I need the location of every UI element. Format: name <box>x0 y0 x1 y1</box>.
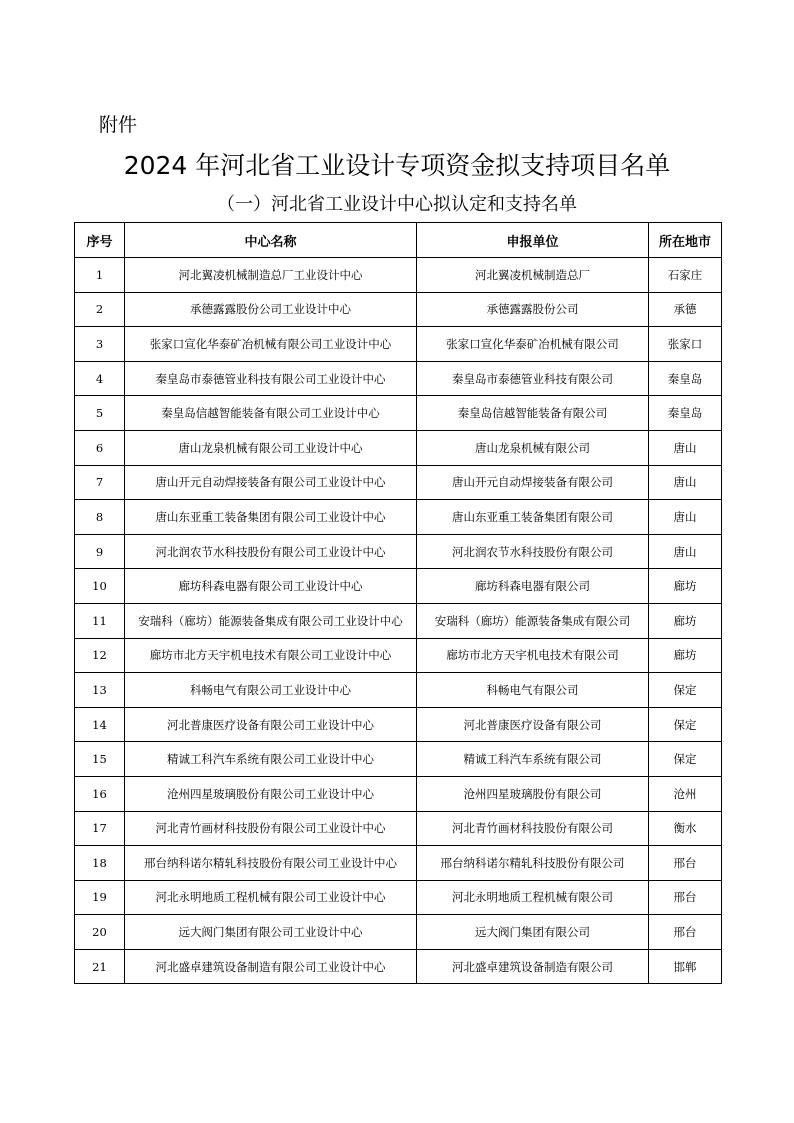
cell-index: 5 <box>75 396 125 431</box>
header-center-name: 中心名称 <box>125 223 417 258</box>
table-row <box>75 430 722 465</box>
cell-city: 石家庄 <box>649 258 722 293</box>
cell-center-name: 河北普康医疗设备有限公司工业设计中心 <box>125 707 417 742</box>
cell-index: 7 <box>75 465 125 500</box>
cell-index: 3 <box>75 327 125 362</box>
cell-applicant: 唐山东亚重工装备集团有限公司 <box>417 500 649 535</box>
cell-index: 12 <box>75 638 125 673</box>
cell-center-name: 沧州四星玻璃股份有限公司工业设计中心 <box>125 776 417 811</box>
cell-center-name: 唐山龙泉机械有限公司工业设计中心 <box>125 430 417 465</box>
cell-center-name: 唐山开元自动焊接装备有限公司工业设计中心 <box>125 465 417 500</box>
cell-center-name: 远大阀门集团有限公司工业设计中心 <box>125 915 417 950</box>
cell-city: 廊坊 <box>649 603 722 638</box>
table-row <box>75 811 722 846</box>
cell-city: 邯郸 <box>649 949 722 984</box>
table-row <box>75 361 722 396</box>
cell-applicant: 唐山龙泉机械有限公司 <box>417 430 649 465</box>
cell-index: 18 <box>75 846 125 881</box>
cell-index: 20 <box>75 915 125 950</box>
cell-city: 保定 <box>649 673 722 708</box>
cell-city: 沧州 <box>649 776 722 811</box>
cell-city: 邢台 <box>649 880 722 915</box>
cell-center-name: 河北青竹画材科技股份有限公司工业设计中心 <box>125 811 417 846</box>
cell-index: 10 <box>75 569 125 604</box>
table-row <box>75 742 722 777</box>
table-row <box>75 776 722 811</box>
table-row <box>75 673 722 708</box>
table-row <box>75 569 722 604</box>
cell-applicant: 承德露露股份公司 <box>417 292 649 327</box>
cell-index: 16 <box>75 776 125 811</box>
header-index: 序号 <box>75 223 125 258</box>
cell-city: 保定 <box>649 707 722 742</box>
table-row <box>75 396 722 431</box>
project-list-table <box>74 222 722 984</box>
cell-center-name: 科畅电气有限公司工业设计中心 <box>125 673 417 708</box>
table-header-row <box>75 223 722 258</box>
cell-applicant: 河北永明地质工程机械有限公司 <box>417 880 649 915</box>
cell-city: 唐山 <box>649 534 722 569</box>
cell-city: 邢台 <box>649 846 722 881</box>
table-row <box>75 846 722 881</box>
cell-applicant: 远大阀门集团有限公司 <box>417 915 649 950</box>
table-row <box>75 500 722 535</box>
cell-center-name: 秦皇岛市泰德管业科技有限公司工业设计中心 <box>125 361 417 396</box>
cell-center-name: 唐山东亚重工装备集团有限公司工业设计中心 <box>125 500 417 535</box>
cell-city: 邢台 <box>649 915 722 950</box>
cell-center-name: 廊坊科森电器有限公司工业设计中心 <box>125 569 417 604</box>
cell-applicant: 河北盛卓建筑设备制造有限公司 <box>417 949 649 984</box>
cell-index: 14 <box>75 707 125 742</box>
cell-applicant: 河北翼凌机械制造总厂 <box>417 258 649 293</box>
cell-city: 廊坊 <box>649 569 722 604</box>
cell-applicant: 河北普康医疗设备有限公司 <box>417 707 649 742</box>
cell-center-name: 秦皇岛信越智能装备有限公司工业设计中心 <box>125 396 417 431</box>
section-subtitle: （一）河北省工业设计中心拟认定和支持名单 <box>217 194 577 215</box>
cell-center-name: 承德露露股份公司工业设计中心 <box>125 292 417 327</box>
cell-applicant: 河北青竹画材科技股份有限公司 <box>417 811 649 846</box>
cell-index: 2 <box>75 292 125 327</box>
cell-applicant: 廊坊科森电器有限公司 <box>417 569 649 604</box>
table-row <box>75 603 722 638</box>
cell-applicant: 安瑞科（廊坊）能源装备集成有限公司 <box>417 603 649 638</box>
table-row <box>75 258 722 293</box>
attachment-label: 附件 <box>99 114 138 136</box>
cell-center-name: 张家口宣化华泰矿冶机械有限公司工业设计中心 <box>125 327 417 362</box>
cell-applicant: 张家口宣化华泰矿冶机械有限公司 <box>417 327 649 362</box>
cell-index: 1 <box>75 258 125 293</box>
cell-center-name: 廊坊市北方天宇机电技术有限公司工业设计中心 <box>125 638 417 673</box>
table-row <box>75 465 722 500</box>
cell-index: 15 <box>75 742 125 777</box>
table-row <box>75 534 722 569</box>
cell-applicant: 廊坊市北方天宇机电技术有限公司 <box>417 638 649 673</box>
cell-applicant: 沧州四星玻璃股份有限公司 <box>417 776 649 811</box>
cell-index: 4 <box>75 361 125 396</box>
cell-city: 唐山 <box>649 500 722 535</box>
cell-city: 唐山 <box>649 465 722 500</box>
cell-index: 11 <box>75 603 125 638</box>
cell-center-name: 精诚工科汽车系统有限公司工业设计中心 <box>125 742 417 777</box>
table-row <box>75 327 722 362</box>
table-row <box>75 915 722 950</box>
cell-applicant: 精诚工科汽车系统有限公司 <box>417 742 649 777</box>
cell-index: 19 <box>75 880 125 915</box>
cell-applicant: 河北润农节水科技股份有限公司 <box>417 534 649 569</box>
cell-center-name: 河北翼凌机械制造总厂工业设计中心 <box>125 258 417 293</box>
table-row <box>75 292 722 327</box>
page-title: 2024 年河北省工业设计专项资金拟支持项目名单 <box>123 151 671 180</box>
cell-index: 9 <box>75 534 125 569</box>
cell-center-name: 安瑞科（廊坊）能源装备集成有限公司工业设计中心 <box>125 603 417 638</box>
table-row <box>75 949 722 984</box>
cell-city: 秦皇岛 <box>649 396 722 431</box>
cell-applicant: 科畅电气有限公司 <box>417 673 649 708</box>
cell-applicant: 邢台纳科诺尔精轧科技股份有限公司 <box>417 846 649 881</box>
cell-city: 保定 <box>649 742 722 777</box>
header-city: 所在地市 <box>649 223 722 258</box>
cell-index: 8 <box>75 500 125 535</box>
cell-center-name: 河北润农节水科技股份有限公司工业设计中心 <box>125 534 417 569</box>
cell-city: 秦皇岛 <box>649 361 722 396</box>
cell-center-name: 河北盛卓建筑设备制造有限公司工业设计中心 <box>125 949 417 984</box>
cell-applicant: 秦皇岛信越智能装备有限公司 <box>417 396 649 431</box>
table-row <box>75 707 722 742</box>
table-row <box>75 880 722 915</box>
cell-city: 衡水 <box>649 811 722 846</box>
cell-applicant: 秦皇岛市泰德管业科技有限公司 <box>417 361 649 396</box>
cell-index: 21 <box>75 949 125 984</box>
cell-index: 13 <box>75 673 125 708</box>
cell-city: 张家口 <box>649 327 722 362</box>
cell-center-name: 邢台纳科诺尔精轧科技股份有限公司工业设计中心 <box>125 846 417 881</box>
cell-city: 承德 <box>649 292 722 327</box>
cell-index: 17 <box>75 811 125 846</box>
cell-city: 廊坊 <box>649 638 722 673</box>
cell-center-name: 河北永明地质工程机械有限公司工业设计中心 <box>125 880 417 915</box>
header-applicant: 申报单位 <box>417 223 649 258</box>
cell-index: 6 <box>75 430 125 465</box>
table-row <box>75 638 722 673</box>
cell-city: 唐山 <box>649 430 722 465</box>
cell-applicant: 唐山开元自动焊接装备有限公司 <box>417 465 649 500</box>
